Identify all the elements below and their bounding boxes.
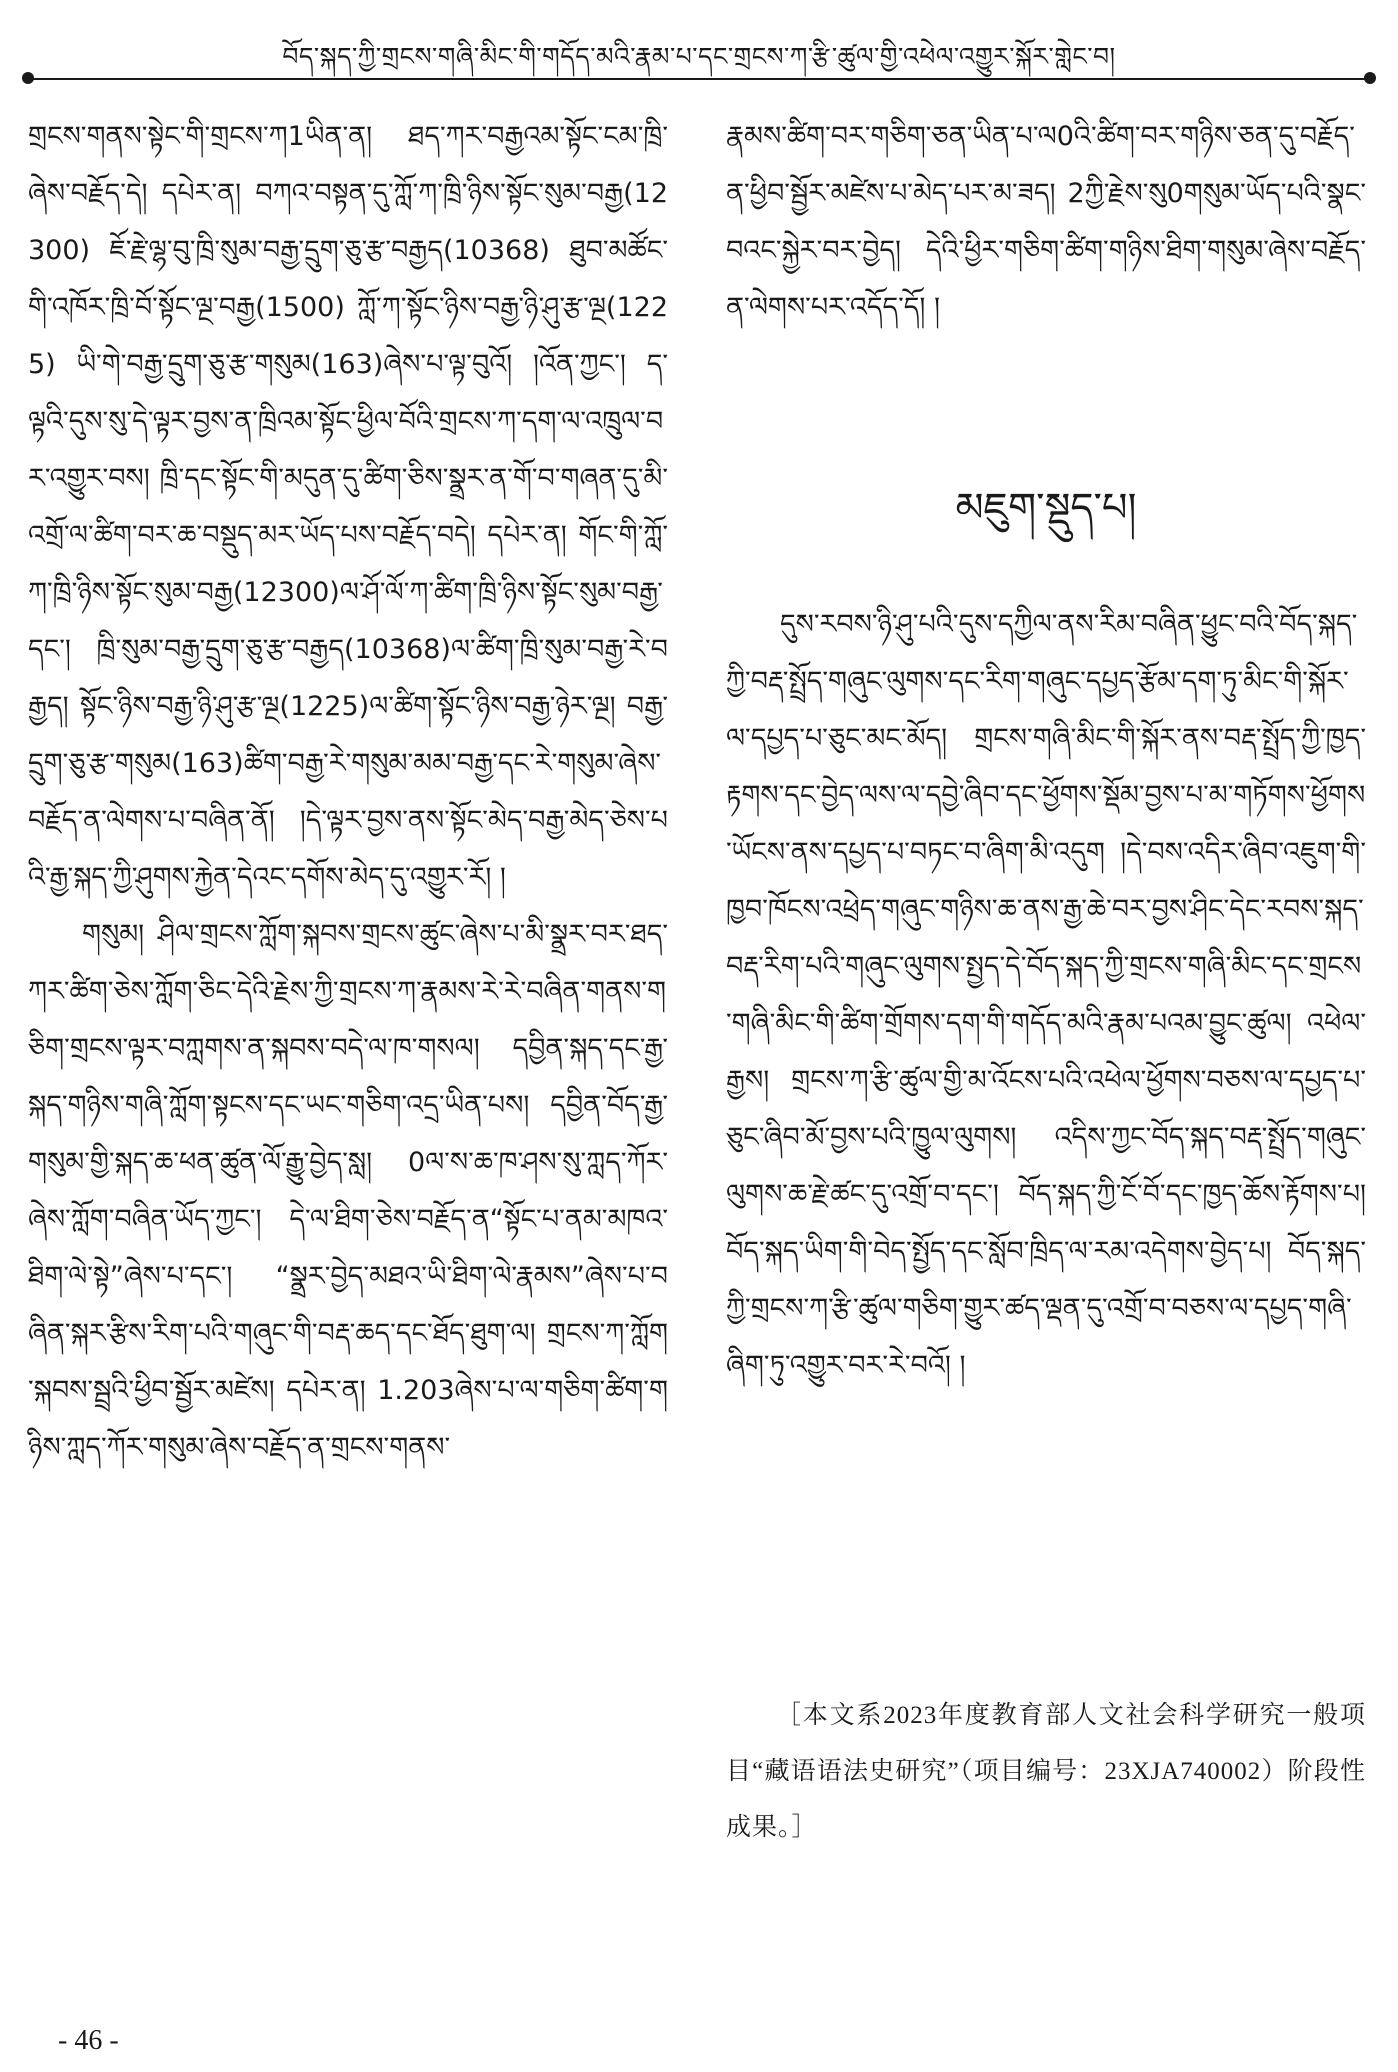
conclusion-heading: མཇུག་སྡུད་པ། xyxy=(955,485,1137,531)
right-column-conclusion xyxy=(726,596,1366,1394)
left-column xyxy=(28,108,668,1476)
conclusion-paragraph: དུས་རབས་ཉི་ཤུ་པའི་དུས་དཀྱིལ་ནས་རིམ་བཞིན་ཕྱུང་བའི་བོད་སྐད་ཀྱི་བརྡ་སྤྲོད་གཞུང་ལུགས་དང་རིག་གཞུང་དཔྱད་རྩོམ་དག་ཏུ་མིང་གི་སྐོར་ལ་དཔྱད་པ་ཅུང་མང་མོད། གྲངས་གཞི་མིང་གི་སྐོར་ནས་བརྡ་སྤྲོད་ཀྱི་ཁྱད་རྟགས་དང་བྱེད་ལས་ལ་དབྱེ་ཞིབ་དང་ཕྱོགས་སྡོམ་བྱས་པ་མ་གཏོགས་ཕྱོགས་ཡོངས་ནས་དཔྱད་པ་བཏང་བ་ཞིག་མི་འདུག །དེ་བས་འདིར་ཞིབ་འཇུག་གི་ཁྱབ་ཁོངས་འཕྲེད་གཞུང་གཉིས་ཆ་ནས་རྒྱ་ཆེ་བར་བྱས་ཤིང་དེང་རབས་སྐད་བརྡ་རིག་པའི་གཞུང་ལུགས་སྤྱད་དེ་བོད་སྐད་ཀྱི་གྲངས་གཞི་མིང་དང་གྲངས་གཞི་མིང་གི་ཚིག་གྲོགས་དག་གི་གདོད་མའི་རྣམ་པའམ་བྱུང་ཚུལ། འཕེལ་རྒྱས། གྲངས་ཀ་རྩི་ཚུལ་གྱི་མ་འོངས་པའི་འཕེལ་ཕྱོགས་བཅས་ལ་དཔྱད་པ་ཅུང་ཞིབ་མོ་བྱས་པའི་ཁྱུལ་ལུགས། འདིས་ཀྱང་བོད་སྐད་བརྡ་སྤྲོད་གཞུང་ལུགས་ཆ་རྗེ་ཚང་དུ་འགྲོ་བ་དང་། བོད་སྐད་ཀྱི་ངོ་བོ་དང་ཁྱད་ཆོས་རྟོགས་པ། བོད་སྐད་ཡིག་གི་བེད་སྤྱོད་དང་སློབ་ཁྲིད་ལ་རམ་འདེགས་བྱེད་པ། བོད་སྐད་ཀྱི་གྲངས་ཀ་རྩི་ཚུལ་གཅིག་གྱུར་ཚད་ལྡན་དུ་འགྲོ་བ་བཅས་ལ་དཔྱད་གཞི་ཞིག་ཏུ་འགྱུར་བར་རེ་བའོ། ། xyxy=(726,609,1366,1381)
running-header-title: བོད་སྐད་ཀྱི་གྲངས་གཞི་མིང་གི་གདོད་མའི་རྣམ་པ་དང་གྲངས་ཀ་རྩི་ཚུལ་གྱི་འཕེལ་འགྱུར་སྐོར་གླེང་བ། xyxy=(282,42,1116,71)
body-paragraph-2: གསུམ། ཤིལ་གྲངས་ཀློག་སྐབས་གྲངས་ཚུང་ཞེས་པ་མི་སྣྲར་བར་ཐད་ཀར་ཚིག་ཅེས་ཀློག་ཅིང་དེའི་རྗེས་ཀྱི་གྲངས་ཀ་རྣམས་རེ་རེ་བཞིན་གནས་གཅིག་གྲངས་ལྟར་བཀླགས་ན་སྐབས་བདེ་ལ་ཁ་གསལ། དབྱིན་སྐད་དང་རྒྱ་སྐད་གཉིས་གཞི་ཀློག་སྟངས་དང་ཡང་གཅིག་འདྲ་ཡིན་པས། དབྱིན་བོད་རྒྱ་གསུམ་གྱི་སྐད་ཆ་ཕན་ཚུན་ལོ་རྒྱུ་བྱེད་སླ། 0ལ་ས་ཆ་ཁ་ཤས་སུ་ཀླད་ཀོར་ཞེས་ཀློག་བཞིན་ཡོད་ཀྱང་། དེ་ལ་ཐིག་ཅེས་བརྗོད་ན“སྟོང་པ་ནམ་མཁའ་ཐིག་ལེ་སྟེ”ཞེས་པ་དང་། “སྣྲར་བྱེད་མཐའ་ཡི་ཐིག་ལེ་རྣམས”ཞེས་པ་བཞིན་སྐར་རྩིས་རིག་པའི་གཞུང་གི་བརྡ་ཆད་དང་ཐོད་ཐུག་ལ། གྲངས་ཀ་ཀློག་སྐབས་སྦྲའི་ཕྱིབ་སྦྱོར་མཛེས། དཔེར་ན། 1.203ཞེས་པ་ལ་གཅིག་ཚིག་གཉིས་ཀླད་ཀོར་གསུམ་ཞེས་བརྗོད་ན་གྲངས་གནས་ xyxy=(28,919,668,1463)
divider-dot-left xyxy=(22,72,34,84)
body-paragraph-continued: རྣམས་ཚིག་བར་གཅིག་ཅན་ཡིན་པ་ལ0འི་ཚིག་བར་གཉིས་ཅན་དུ་བརྗོད་ན་ཕྱིབ་སྦྱོར་མཛེས་པ་མེད་པར་མ་ཟད། 2ཀྱི་རྗེས་སུ0གསུམ་ཡོད་པའི་སྣང་བའང་སྐྱེར་བར་བྱེད། དེའི་ཕྱིར་གཅིག་ཚིག་གཉིས་ཐིག་གསུམ་ཞེས་བརྗོད་ན་ལེགས་པར་འདོད་དོ། ། xyxy=(726,121,1366,323)
header-divider xyxy=(28,78,1370,80)
right-column-top xyxy=(726,108,1366,336)
page-number: - 46 - xyxy=(58,2025,119,2056)
funding-note: ［本文系2023年度教育部人文社会科学研究一般项目“藏语语法史研究”（项目编号：23XJA740002）阶段性成果。］ xyxy=(726,1702,1366,1841)
body-paragraph-1: གྲངས་གནས་སྟེང་གི་གྲངས་ཀ1ཡིན་ན། ཐད་ཀར་བརྒྱའམ་སྟོང་ངམ་ཁྲི་ཞེས་བརྗོད་དེ། དཔེར་ན། བཀའ་བསྟན་དུ་ཀློ་ཀ་ཁྲི་ཉིས་སྟོང་སུམ་བརྒྱ(12300) ཇོ་རྗེ་ལྷ་བུ་ཁྲི་སུམ་བརྒྱ་དྲུག་ཅུ་རྩ་བརྒྱད(10368) ཐུབ་མཚོང་གི་འཁོར་ཁྲི་བོ་སྟོང་ལྔ་བརྒྱ(1500) ཀློ་ཀ་སྟོང་ཉིས་བརྒྱ་ཉི་ཤུ་རྩ་ལྔ(1225) ཡི་གེ་བརྒྱ་དྲུག་ཅུ་རྩ་གསུམ(163)ཞེས་པ་ལྟ་བུའོ། །འོན་ཀྱང་། ད་ལྟའི་དུས་སུ་དེ་ལྟར་བྱས་ན་ཁྲིའམ་སྟོང་ཕྱིལ་བོའི་གྲངས་ཀ་དག་ལ་འཁྲུལ་བར་འགྱུར་བས། ཁྲི་དང་སྟོང་གི་མདུན་དུ་ཚིག་ཅིས་སྣྲར་ན་གོ་བ་གཞན་དུ་མི་འགྲོ་ལ་ཚིག་བར་ཆ་བསྡུད་མར་ཡོད་པས་བརྗོད་བདེ། དཔེར་ན། གོང་གི་ཀློ་ཀ་ཁྲི་ཉིས་སྟོང་སུམ་བརྒྱ(12300)ལ་ཤོ་ལོ་ཀ་ཚིག་ཁྲི་ཉིས་སྟོང་སུམ་བརྒྱ་དང་། ཁྲི་སུམ་བརྒྱ་དྲུག་ཅུ་རྩ་བརྒྱད(10368)ལ་ཚིག་ཁྲི་སུམ་བརྒྱ་རེ་བརྒྱད། སྟོང་ཉིས་བརྒྱ་ཉི་ཤུ་རྩ་ལྔ(1225)ལ་ཚིག་སྟོང་ཉིས་བརྒྱ་ཉེར་ལྔ། བརྒྱ་དྲུག་ཅུ་རྩ་གསུམ(163)ཚིག་བརྒྱ་རེ་གསུམ་མམ་བརྒྱ་དང་རེ་གསུམ་ཞེས་བརྗོད་ན་ལེགས་པ་བཞིན་ནོ། །དེ་ལྟར་བྱས་ནས་སྟོང་མེད་བརྒྱ་མེད་ཅེས་པའི་རྒྱ་སྐད་ཀྱི་ཤུགས་རྐྱེན་དེའང་དགོས་མེད་དུ་འགྱུར་རོ། ། xyxy=(28,121,668,893)
divider-dot-right xyxy=(1364,72,1376,84)
